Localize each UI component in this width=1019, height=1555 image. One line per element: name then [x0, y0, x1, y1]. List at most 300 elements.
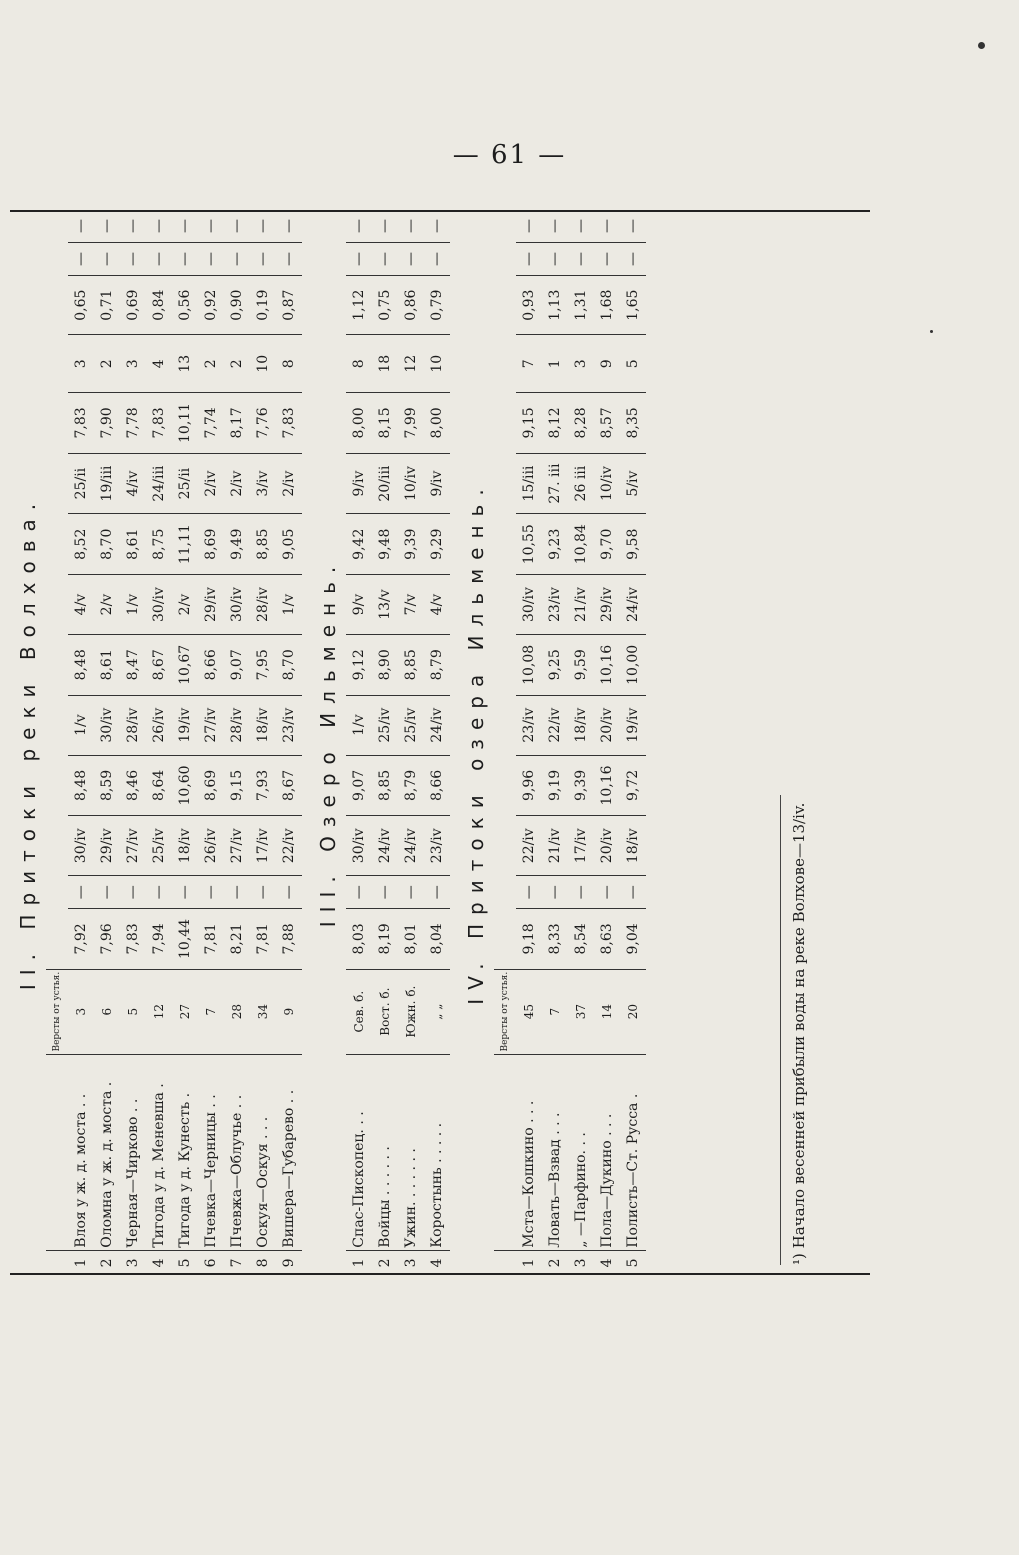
value-cell: 8,12 [542, 393, 568, 454]
value-cell: — [398, 210, 424, 243]
value-cell: 1,68 [594, 275, 620, 334]
value-cell: 10,16 [594, 635, 620, 696]
distance-header: Версты от устья. [46, 969, 68, 1054]
value-cell: 3 [120, 335, 146, 393]
footnote-rule [780, 795, 781, 1265]
value-cell: 25/ii [172, 453, 198, 514]
value-cell: 0,84 [146, 275, 172, 334]
value-cell: 8,59 [94, 755, 120, 816]
value-cell: — [94, 243, 120, 276]
value-cell: — [424, 243, 450, 276]
row-number: 2 [547, 1258, 563, 1268]
distance-cell: 6 [94, 969, 120, 1054]
value-cell: — [620, 210, 646, 243]
value-cell: 17/iv [250, 816, 276, 876]
value-cell: 9,05 [276, 514, 302, 575]
value-cell: 24/iv [620, 575, 646, 635]
value-cell: — [68, 243, 94, 276]
section-gap [646, 210, 654, 1275]
value-cell: 1/v [276, 575, 302, 635]
value-cell: — [120, 876, 146, 909]
value-cell: 0,79 [424, 275, 450, 334]
value-cell: 8,21 [224, 909, 250, 970]
value-cell: 7,99 [398, 393, 424, 454]
table-row [146, 210, 172, 1275]
value-cell: 19/iv [172, 695, 198, 755]
row-number: 4 [151, 1258, 167, 1268]
value-cell: 8,03 [346, 909, 372, 970]
value-cell: 0,90 [224, 275, 250, 334]
station-name: Мста—Кошкино . . . [516, 1054, 542, 1250]
value-cell: — [398, 243, 424, 276]
value-cell: — [568, 243, 594, 276]
value-cell: 10,84 [568, 514, 594, 575]
station-name: Вишера—Губарево . . [276, 1054, 302, 1250]
value-cell: 12 [398, 335, 424, 393]
value-cell: 18 [372, 335, 398, 393]
value-cell: 24/iii [146, 453, 172, 514]
column-header-row [494, 210, 516, 1275]
station-name: Пчевка—Черницы . . [198, 1054, 224, 1250]
station-name: Коростынь . . . . . [424, 1054, 450, 1250]
gap-cell [302, 210, 310, 1275]
value-cell: 7,83 [146, 393, 172, 454]
value-cell: 9,04 [620, 909, 646, 970]
value-cell: 22/iv [276, 816, 302, 876]
value-cell: — [120, 210, 146, 243]
value-cell: 9,49 [224, 514, 250, 575]
value-cell: — [516, 210, 542, 243]
value-cell: 10,11 [172, 393, 198, 454]
value-cell: 8,67 [146, 635, 172, 696]
distance-cell: 20 [620, 969, 646, 1054]
header-blank [494, 1054, 516, 1250]
value-cell: 9/v [346, 575, 372, 635]
value-cell: — [372, 210, 398, 243]
value-cell: 8,54 [568, 909, 594, 970]
value-cell: 8,33 [542, 909, 568, 970]
value-cell: 21/iv [568, 575, 594, 635]
value-cell: 0,71 [94, 275, 120, 334]
table-row [398, 210, 424, 1275]
value-cell: — [620, 876, 646, 909]
value-cell: 10,60 [172, 755, 198, 816]
value-cell: 10/iv [398, 453, 424, 514]
value-cell: — [620, 243, 646, 276]
value-cell: 8,66 [198, 635, 224, 696]
value-cell: — [398, 876, 424, 909]
value-cell: 8,79 [398, 755, 424, 816]
value-cell: 0,69 [120, 275, 146, 334]
value-cell: 8,00 [346, 393, 372, 454]
value-cell: — [424, 210, 450, 243]
station-name: Спас-Пископец. . . [346, 1054, 372, 1250]
value-cell: — [568, 876, 594, 909]
value-cell: — [94, 876, 120, 909]
value-cell: 30/iv [224, 575, 250, 635]
value-cell: 9,23 [542, 514, 568, 575]
distance-cell: 45 [516, 969, 542, 1054]
value-cell: — [346, 876, 372, 909]
value-cell: — [594, 876, 620, 909]
value-cell: 9,58 [620, 514, 646, 575]
value-cell: 13 [172, 335, 198, 393]
value-cell: 8,48 [68, 755, 94, 816]
value-cell: 24/iv [372, 816, 398, 876]
header-blank [494, 210, 516, 969]
value-cell: 8,01 [398, 909, 424, 970]
section-heading-row [10, 210, 46, 1275]
value-cell: 18/iv [620, 816, 646, 876]
header-blank [46, 210, 68, 969]
row-number: 4 [599, 1258, 615, 1268]
value-cell: 8,64 [146, 755, 172, 816]
value-cell: 7,83 [276, 393, 302, 454]
value-cell: 30/iv [68, 816, 94, 876]
section-gap [450, 210, 458, 1275]
value-cell: 20/iii [372, 453, 398, 514]
value-cell: 3 [568, 335, 594, 393]
value-cell: 0,75 [372, 275, 398, 334]
value-cell: 10,16 [594, 755, 620, 816]
value-cell: 4/iv [120, 453, 146, 514]
value-cell: 1 [542, 335, 568, 393]
distance-cell: Южн. б. [398, 969, 424, 1054]
value-cell: 2/v [172, 575, 198, 635]
section-title: II. Притоки реки Волхова. [16, 494, 40, 991]
value-cell: 8,00 [424, 393, 450, 454]
value-cell: 8,90 [372, 635, 398, 696]
distance-cell: 34 [250, 969, 276, 1054]
value-cell: 7,81 [198, 909, 224, 970]
section-title: III. Озеро Ильмень. [316, 557, 340, 928]
column-header-row [46, 210, 68, 1275]
station-name: Оломна у ж. д. моста . [94, 1054, 120, 1250]
value-cell: 8,69 [198, 514, 224, 575]
value-cell: 9 [594, 335, 620, 393]
value-cell: — [198, 243, 224, 276]
value-cell: 8,17 [224, 393, 250, 454]
value-cell: 7,78 [120, 393, 146, 454]
value-cell: — [224, 243, 250, 276]
row-number: 6 [203, 1258, 219, 1268]
value-cell: 1/v [346, 695, 372, 755]
distance-cell: „ „ [424, 969, 450, 1054]
value-cell: — [146, 876, 172, 909]
value-cell: 8,47 [120, 635, 146, 696]
value-cell: 2 [94, 335, 120, 393]
value-cell: 10,44 [172, 909, 198, 970]
value-cell: 1/v [68, 695, 94, 755]
table-row [568, 210, 594, 1275]
value-cell: — [146, 210, 172, 243]
value-cell: 15/iii [516, 453, 542, 514]
value-cell: 30/iv [346, 816, 372, 876]
row-number: 3 [125, 1258, 141, 1268]
station-name: Полисть—Ст. Русса . [620, 1054, 646, 1250]
value-cell: 9,07 [346, 755, 372, 816]
value-cell: 1/v [120, 575, 146, 635]
value-cell: — [276, 876, 302, 909]
table-row [120, 210, 146, 1275]
value-cell: — [68, 210, 94, 243]
station-name: Оскуя—Оскуя . . . [250, 1054, 276, 1250]
value-cell: 19/iii [94, 453, 120, 514]
value-cell: 27/iv [120, 816, 146, 876]
distance-cell: 27 [172, 969, 198, 1054]
value-cell: 9,07 [224, 635, 250, 696]
value-cell: 7,92 [68, 909, 94, 970]
section-gap [302, 210, 310, 1275]
value-cell: — [172, 876, 198, 909]
value-cell: 4/v [68, 575, 94, 635]
value-cell: 9,12 [346, 635, 372, 696]
page-number: — 61 — [452, 140, 567, 170]
ink-spot [978, 42, 985, 49]
row-number: 7 [229, 1258, 245, 1268]
value-cell: 13/v [372, 575, 398, 635]
table-row [198, 210, 224, 1275]
value-cell: 10,67 [172, 635, 198, 696]
value-cell: 8,15 [372, 393, 398, 454]
value-cell: 23/iv [424, 816, 450, 876]
table-row [172, 210, 198, 1275]
value-cell: 27/iv [198, 695, 224, 755]
value-cell: 8 [276, 335, 302, 393]
value-cell: — [542, 210, 568, 243]
value-cell: 10,00 [620, 635, 646, 696]
distance-cell: 28 [224, 969, 250, 1054]
value-cell: 1,13 [542, 275, 568, 334]
table-row [346, 210, 372, 1275]
value-cell: 0,93 [516, 275, 542, 334]
station-name: Войцы . . . . . . [372, 1054, 398, 1250]
value-cell: 5/iv [620, 453, 646, 514]
value-cell: — [250, 243, 276, 276]
value-cell: — [516, 243, 542, 276]
value-cell: — [424, 876, 450, 909]
station-name: Пчевжа—Облучье . . [224, 1054, 250, 1250]
value-cell: — [172, 210, 198, 243]
value-cell: 9,18 [516, 909, 542, 970]
value-cell: 10/iv [594, 453, 620, 514]
value-cell: — [198, 876, 224, 909]
value-cell: 2/iv [224, 453, 250, 514]
distance-header: Версты от устья. [494, 969, 516, 1054]
value-cell: — [372, 243, 398, 276]
distance-cell: 12 [146, 969, 172, 1054]
station-name: Ловать—Взвад . . . [542, 1054, 568, 1250]
row-number: 1 [521, 1258, 537, 1268]
table-body [10, 210, 654, 1275]
distance-cell: 3 [68, 969, 94, 1054]
value-cell: 8,28 [568, 393, 594, 454]
value-cell: 7,88 [276, 909, 302, 970]
value-cell: — [372, 876, 398, 909]
value-cell: 2/v [94, 575, 120, 635]
value-cell: 0,86 [398, 275, 424, 334]
station-name: Ужин. . . . . . . [398, 1054, 424, 1250]
value-cell: 7,95 [250, 635, 276, 696]
distance-cell: 7 [542, 969, 568, 1054]
value-cell: 2 [224, 335, 250, 393]
value-cell: 28/iv [250, 575, 276, 635]
value-cell: — [276, 210, 302, 243]
value-cell: — [568, 210, 594, 243]
distance-cell: 7 [198, 969, 224, 1054]
value-cell: 23/iv [276, 695, 302, 755]
row-number: 1 [73, 1258, 89, 1268]
value-cell: — [120, 243, 146, 276]
distance-cell: 37 [568, 969, 594, 1054]
value-cell: 7 [516, 335, 542, 393]
value-cell: 8 [346, 335, 372, 393]
value-cell: 9,96 [516, 755, 542, 816]
table-row [68, 210, 94, 1275]
table-row [94, 210, 120, 1275]
value-cell: 8,70 [94, 514, 120, 575]
value-cell: 8,04 [424, 909, 450, 970]
value-cell: — [276, 243, 302, 276]
row-number: 3 [403, 1258, 419, 1268]
value-cell: 9,39 [398, 514, 424, 575]
value-cell: 8,61 [120, 514, 146, 575]
value-cell: — [172, 243, 198, 276]
value-cell: — [198, 210, 224, 243]
value-cell: — [594, 210, 620, 243]
value-cell: — [94, 210, 120, 243]
section-heading-row [310, 210, 346, 1275]
station-name: Тигода у д. Меневша . [146, 1054, 172, 1250]
value-cell: 9,42 [346, 514, 372, 575]
value-cell: 9,48 [372, 514, 398, 575]
value-cell: 8,85 [372, 755, 398, 816]
value-cell: — [68, 876, 94, 909]
value-cell: 8,75 [146, 514, 172, 575]
row-number: 5 [177, 1258, 193, 1268]
value-cell: 25/iv [146, 816, 172, 876]
value-cell: 4 [146, 335, 172, 393]
value-cell: 7,81 [250, 909, 276, 970]
value-cell: 0,19 [250, 275, 276, 334]
value-cell: 8,66 [424, 755, 450, 816]
value-cell: 10,08 [516, 635, 542, 696]
value-cell: 17/iv [568, 816, 594, 876]
value-cell: 9,59 [568, 635, 594, 696]
value-cell: — [542, 876, 568, 909]
value-cell: 8,57 [594, 393, 620, 454]
value-cell: 7,93 [250, 755, 276, 816]
value-cell: 30/iv [94, 695, 120, 755]
value-cell: 9,39 [568, 755, 594, 816]
station-name: Влоя у ж. д. моста . . [68, 1054, 94, 1250]
distance-cell: 5 [120, 969, 146, 1054]
row-number: 1 [351, 1258, 367, 1268]
value-cell: 24/iv [424, 695, 450, 755]
value-cell: 30/iv [516, 575, 542, 635]
row-number: 2 [377, 1258, 393, 1268]
value-cell: 9,29 [424, 514, 450, 575]
value-cell: 7,76 [250, 393, 276, 454]
value-cell: 7,96 [94, 909, 120, 970]
value-cell: 9,70 [594, 514, 620, 575]
value-cell: 2 [198, 335, 224, 393]
value-cell: 20/iv [594, 695, 620, 755]
value-cell: 21/iv [542, 816, 568, 876]
distance-cell: 14 [594, 969, 620, 1054]
value-cell: 7,83 [120, 909, 146, 970]
value-cell: 10 [250, 335, 276, 393]
value-cell: 8,63 [594, 909, 620, 970]
value-cell: 9,15 [224, 755, 250, 816]
value-cell: 0,65 [68, 275, 94, 334]
value-cell: — [516, 876, 542, 909]
row-number: 5 [625, 1258, 641, 1268]
table-row [250, 210, 276, 1275]
value-cell: 9,19 [542, 755, 568, 816]
row-number: 2 [99, 1258, 115, 1268]
table-row [542, 210, 568, 1275]
row-number: 8 [255, 1258, 271, 1268]
value-cell: 8,46 [120, 755, 146, 816]
value-cell: 11,11 [172, 514, 198, 575]
row-number: 9 [281, 1258, 297, 1268]
value-cell: 10 [424, 335, 450, 393]
value-cell: 4/v [424, 575, 450, 635]
section-heading-row [458, 210, 494, 1275]
value-cell: 0,92 [198, 275, 224, 334]
value-cell: — [224, 210, 250, 243]
header-blank [494, 1250, 516, 1275]
value-cell: 1,12 [346, 275, 372, 334]
value-cell: 7,90 [94, 393, 120, 454]
value-cell: 22/iv [516, 816, 542, 876]
station-name: Пола—Дукино . . . [594, 1054, 620, 1250]
value-cell: 8,69 [198, 755, 224, 816]
value-cell: 8,70 [276, 635, 302, 696]
value-cell: 20/iv [594, 816, 620, 876]
value-cell: 1,65 [620, 275, 646, 334]
value-cell: 8,52 [68, 514, 94, 575]
gap-cell [450, 210, 458, 1275]
value-cell: 5 [620, 335, 646, 393]
rotated-table-frame [10, 210, 870, 1275]
value-cell: 9,25 [542, 635, 568, 696]
table-row [224, 210, 250, 1275]
value-cell: 8,35 [620, 393, 646, 454]
value-cell: — [542, 243, 568, 276]
value-cell: — [250, 210, 276, 243]
value-cell: 8,48 [68, 635, 94, 696]
table-row [594, 210, 620, 1275]
value-cell: 24/iv [398, 816, 424, 876]
ink-spot [930, 330, 933, 333]
value-cell: 23/iv [542, 575, 568, 635]
value-cell: 27/iv [224, 816, 250, 876]
value-cell: 26 iii [568, 453, 594, 514]
station-name: Тигода у д. Кунесть . [172, 1054, 198, 1250]
value-cell: 18/iv [568, 695, 594, 755]
value-cell: — [224, 876, 250, 909]
value-cell: 0,87 [276, 275, 302, 334]
value-cell: 23/iv [516, 695, 542, 755]
value-cell: — [346, 243, 372, 276]
value-cell: — [594, 243, 620, 276]
value-cell: 8,85 [250, 514, 276, 575]
value-cell: 9,72 [620, 755, 646, 816]
value-cell: 25/iv [372, 695, 398, 755]
section-title: IV. Притоки озера Ильмень. [464, 480, 488, 1005]
